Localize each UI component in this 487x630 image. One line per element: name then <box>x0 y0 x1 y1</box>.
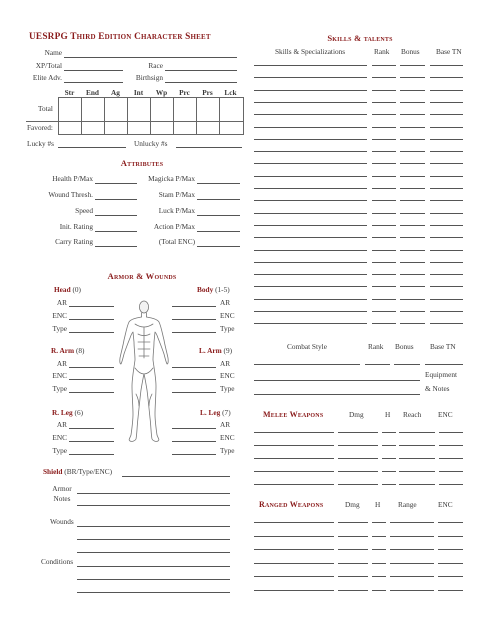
head-type-label: Type <box>52 324 67 333</box>
larm-ar-label: AR <box>220 359 231 368</box>
melee-enc-field[interactable] <box>439 445 463 446</box>
skill-rank-field[interactable] <box>372 65 396 66</box>
skill-tn-field[interactable] <box>430 286 463 287</box>
larm-type-field[interactable] <box>172 392 216 393</box>
skill-bonus-field[interactable] <box>400 311 425 312</box>
rleg-enc-label: ENC <box>52 433 67 442</box>
skill-name-field[interactable] <box>254 127 367 128</box>
melee-h-field[interactable] <box>382 458 396 459</box>
body-figure-illustration <box>118 298 170 448</box>
combat-style-field[interactable] <box>254 364 360 365</box>
skill-bonus-field[interactable] <box>400 127 425 128</box>
lucky-field[interactable] <box>58 147 126 148</box>
attr-speed-field[interactable] <box>95 215 137 216</box>
rleg-enc-field[interactable] <box>69 441 114 442</box>
shield-field[interactable] <box>122 476 230 477</box>
skill-tn-field[interactable] <box>430 225 463 226</box>
skill-tn-field[interactable] <box>430 250 463 251</box>
lleg-ar-label: AR <box>220 420 231 429</box>
skill-bonus-field[interactable] <box>400 274 425 275</box>
ranged-range-field[interactable] <box>390 590 434 591</box>
conditions-label: Conditions <box>41 557 74 566</box>
ranged-name-field[interactable] <box>254 576 334 577</box>
melee-h-field[interactable] <box>382 484 396 485</box>
larm-enc-field[interactable] <box>172 379 216 380</box>
ranged-h-field[interactable] <box>372 536 386 537</box>
skill-rank-field[interactable] <box>372 286 396 287</box>
larm-range: (9) <box>223 346 233 355</box>
birthsign-field[interactable] <box>165 82 237 83</box>
skill-bonus-field[interactable] <box>400 102 425 103</box>
skill-bonus-field[interactable] <box>400 299 425 300</box>
xp-field[interactable] <box>64 70 123 71</box>
char-header-str: Str <box>64 88 75 97</box>
ranged-enc-field[interactable] <box>438 536 463 537</box>
rarm-range: (8) <box>75 346 85 355</box>
skill-rank-field[interactable] <box>372 102 396 103</box>
char-header-end: End <box>86 88 99 97</box>
ranged-header-h: H <box>375 500 381 509</box>
skills-header-tn: Base TN <box>436 47 462 56</box>
skill-name-field[interactable] <box>254 65 367 66</box>
armor-notes-field-2[interactable] <box>77 505 230 506</box>
larm-ar-field[interactable] <box>172 367 216 368</box>
melee-enc-field[interactable] <box>439 484 463 485</box>
rleg-type-field[interactable] <box>69 454 114 455</box>
skill-name-field[interactable] <box>254 262 367 263</box>
skill-name-field[interactable] <box>254 114 367 115</box>
skill-tn-field[interactable] <box>430 176 463 177</box>
skill-name-field[interactable] <box>254 237 367 238</box>
skill-rank-field[interactable] <box>372 237 396 238</box>
melee-enc-field[interactable] <box>439 432 463 433</box>
attr-carry-field[interactable] <box>95 246 137 247</box>
melee-dmg-field[interactable] <box>338 471 378 472</box>
rarm-location <box>51 346 84 355</box>
equipment-field[interactable] <box>254 380 420 381</box>
attr-enc-field[interactable] <box>197 246 240 247</box>
melee-enc-field[interactable] <box>439 458 463 459</box>
skill-tn-field[interactable] <box>430 114 463 115</box>
ranged-h-field[interactable] <box>372 549 386 550</box>
body-range: (1-5) <box>215 285 230 294</box>
larm-name: L. Arm <box>199 346 222 355</box>
ranged-range-field[interactable] <box>390 522 434 523</box>
melee-name-field[interactable] <box>254 432 334 433</box>
melee-dmg-field[interactable] <box>338 484 378 485</box>
skill-rank-field[interactable] <box>372 200 396 201</box>
lleg-range: (7) <box>222 408 231 417</box>
lleg-enc-label: ENC <box>220 433 235 442</box>
skill-name-field[interactable] <box>254 299 367 300</box>
skill-bonus-field[interactable] <box>400 213 425 214</box>
attr-speed-label: Speed <box>75 206 93 215</box>
equipment-label: Equipment <box>425 370 458 379</box>
skill-rank-field[interactable] <box>372 176 396 177</box>
rarm-enc-field[interactable] <box>69 379 114 380</box>
skill-rank-field[interactable] <box>372 250 396 251</box>
skill-tn-field[interactable] <box>430 311 463 312</box>
melee-h-field[interactable] <box>382 432 396 433</box>
rleg-location <box>52 408 83 417</box>
wounds-field-1[interactable] <box>77 526 230 527</box>
head-ar-field[interactable] <box>69 306 114 307</box>
attr-action-field[interactable] <box>197 231 240 232</box>
char-header-prs: Prs <box>202 88 213 97</box>
skill-name-field[interactable] <box>254 176 367 177</box>
skills-title: Skills & talents <box>327 33 393 43</box>
head-ar-label: AR <box>56 298 67 307</box>
skill-name-field[interactable] <box>254 311 367 312</box>
skills-header-bonus: Bonus <box>401 47 420 56</box>
total-label: Total <box>38 104 53 113</box>
skill-tn-field[interactable] <box>430 163 463 164</box>
melee-header-dmg: Dmg <box>349 410 364 419</box>
melee-header-reach: Reach <box>403 410 422 419</box>
attr-init-label: Init. Rating <box>59 222 93 231</box>
skill-rank-field[interactable] <box>372 274 396 275</box>
skill-name-field[interactable] <box>254 274 367 275</box>
ranged-name-field[interactable] <box>254 590 334 591</box>
char-header-wp: Wp <box>155 88 168 97</box>
wounds-field-3[interactable] <box>77 552 230 553</box>
lleg-name: L. Leg <box>200 408 221 417</box>
skill-bonus-field[interactable] <box>400 188 425 189</box>
skill-name-field[interactable] <box>254 213 367 214</box>
xp-label: XP/Total <box>35 61 62 70</box>
larm-location <box>199 346 232 355</box>
skill-tn-field[interactable] <box>430 90 463 91</box>
skill-rank-field[interactable] <box>372 163 396 164</box>
skill-bonus-field[interactable] <box>400 139 425 140</box>
skill-bonus-field[interactable] <box>400 237 425 238</box>
ranged-header-range: Range <box>398 500 417 509</box>
skill-name-field[interactable] <box>254 323 367 324</box>
skill-name-field[interactable] <box>254 102 367 103</box>
skill-bonus-field[interactable] <box>400 200 425 201</box>
race-label: Race <box>148 61 163 70</box>
equipment-notes-label: & Notes <box>425 384 450 393</box>
name-label: Name <box>44 48 62 57</box>
skill-bonus-field[interactable] <box>400 114 425 115</box>
skill-tn-field[interactable] <box>430 65 463 66</box>
body-type-field[interactable] <box>172 332 216 333</box>
ranged-dmg-field[interactable] <box>338 522 368 523</box>
rarm-type-field[interactable] <box>69 392 114 393</box>
skill-tn-field[interactable] <box>430 102 463 103</box>
ranged-h-field[interactable] <box>372 590 386 591</box>
ranged-enc-field[interactable] <box>438 590 463 591</box>
skill-tn-field[interactable] <box>430 274 463 275</box>
skill-bonus-field[interactable] <box>400 151 425 152</box>
skill-rank-field[interactable] <box>372 127 396 128</box>
skill-rank-field[interactable] <box>372 114 396 115</box>
ranged-dmg-field[interactable] <box>338 536 368 537</box>
shield-name: Shield <box>43 467 63 476</box>
char-header-lck: Lck <box>224 88 237 97</box>
melee-name-field[interactable] <box>254 445 334 446</box>
ranged-enc-field[interactable] <box>438 576 463 577</box>
melee-h-field[interactable] <box>382 471 396 472</box>
unlucky-label: Unlucky #s <box>134 139 168 148</box>
attr-magicka-field[interactable] <box>197 183 240 184</box>
combat-header-style: Combat Style <box>287 342 327 351</box>
ranged-name-field[interactable] <box>254 536 334 537</box>
skill-name-field[interactable] <box>254 188 367 189</box>
rleg-range: (6) <box>74 408 84 417</box>
skill-tn-field[interactable] <box>430 237 463 238</box>
combat-tn-field[interactable] <box>425 364 463 365</box>
head-name: Head <box>54 285 71 294</box>
ranged-name-field[interactable] <box>254 522 334 523</box>
skill-name-field[interactable] <box>254 163 367 164</box>
melee-reach-field[interactable] <box>399 432 435 433</box>
skill-rank-field[interactable] <box>372 77 396 78</box>
skill-name-field[interactable] <box>254 77 367 78</box>
melee-name-field[interactable] <box>254 458 334 459</box>
lleg-location <box>200 408 231 417</box>
ranged-dmg-field[interactable] <box>338 576 368 577</box>
skill-bonus-field[interactable] <box>400 77 425 78</box>
armor-notes-text: Armor Notes <box>52 484 72 503</box>
melee-dmg-field[interactable] <box>338 432 378 433</box>
skills-header-name: Skills & Specializations <box>275 47 346 56</box>
skill-rank-field[interactable] <box>372 188 396 189</box>
attr-stam-field[interactable] <box>197 199 240 200</box>
ranged-h-field[interactable] <box>372 522 386 523</box>
body-enc-field[interactable] <box>172 319 216 320</box>
skill-rank-field[interactable] <box>372 213 396 214</box>
skill-tn-field[interactable] <box>430 151 463 152</box>
melee-reach-field[interactable] <box>399 445 435 446</box>
combat-header-bonus: Bonus <box>395 342 414 351</box>
ranged-dmg-field[interactable] <box>338 590 368 591</box>
head-enc-label: ENC <box>52 311 67 320</box>
skill-tn-field[interactable] <box>430 139 463 140</box>
attr-init-field[interactable] <box>95 231 137 232</box>
elite-label: Elite Adv. <box>32 73 62 82</box>
rleg-ar-label: AR <box>56 420 67 429</box>
ranged-title: Ranged Weapons <box>259 500 324 509</box>
skill-tn-field[interactable] <box>430 188 463 189</box>
body-ar-label: AR <box>220 298 231 307</box>
elite-field[interactable] <box>64 82 123 83</box>
ranged-range-field[interactable] <box>390 536 434 537</box>
conditions-field-2[interactable] <box>77 579 230 580</box>
skill-rank-field[interactable] <box>372 262 396 263</box>
melee-name-field[interactable] <box>254 471 334 472</box>
ranged-dmg-field[interactable] <box>338 563 368 564</box>
rarm-enc-label: ENC <box>52 371 67 380</box>
attr-magicka-label: Magicka P/Max <box>148 174 195 183</box>
melee-dmg-field[interactable] <box>338 458 378 459</box>
char-header-int: Int <box>133 88 144 97</box>
melee-reach-field[interactable] <box>399 458 435 459</box>
skill-bonus-field[interactable] <box>400 90 425 91</box>
melee-header-h: H <box>385 410 391 419</box>
larm-enc-label: ENC <box>220 371 235 380</box>
skill-tn-field[interactable] <box>430 77 463 78</box>
combat-rank-field[interactable] <box>365 364 390 365</box>
skill-tn-field[interactable] <box>430 213 463 214</box>
sheet-title: UESRPG Third Edition Character Sheet <box>29 32 211 42</box>
characteristics-grid[interactable] <box>58 97 244 135</box>
skill-name-field[interactable] <box>254 286 367 287</box>
ranged-enc-field[interactable] <box>438 522 463 523</box>
rarm-type-label: Type <box>52 384 67 393</box>
armor-notes-label <box>50 484 74 503</box>
rarm-name: R. Arm <box>51 346 75 355</box>
combat-bonus-field[interactable] <box>394 364 420 365</box>
skill-name-field[interactable] <box>254 139 367 140</box>
unlucky-field[interactable] <box>176 147 242 148</box>
ranged-header-enc: ENC <box>438 500 453 509</box>
skill-tn-field[interactable] <box>430 323 463 324</box>
lleg-type-label: Type <box>220 446 235 455</box>
attr-enc-label: (Total ENC) <box>158 237 195 246</box>
skill-bonus-field[interactable] <box>400 250 425 251</box>
skill-name-field[interactable] <box>254 200 367 201</box>
lleg-type-field[interactable] <box>172 454 216 455</box>
skill-bonus-field[interactable] <box>400 65 425 66</box>
body-enc-label: ENC <box>220 311 235 320</box>
melee-h-field[interactable] <box>382 445 396 446</box>
lucky-label: Lucky #s <box>27 139 54 148</box>
favored-label: Favored: <box>27 123 53 132</box>
ranged-range-field[interactable] <box>390 549 434 550</box>
ranged-enc-field[interactable] <box>438 549 463 550</box>
rleg-name: R. Leg <box>52 408 73 417</box>
rarm-ar-label: AR <box>56 359 67 368</box>
conditions-field-3[interactable] <box>77 592 230 593</box>
skill-tn-field[interactable] <box>430 262 463 263</box>
skills-header-rank: Rank <box>374 47 390 56</box>
equipment-notes-field[interactable] <box>254 394 420 395</box>
attr-wound-field[interactable] <box>95 199 137 200</box>
melee-enc-field[interactable] <box>439 471 463 472</box>
skill-tn-field[interactable] <box>430 127 463 128</box>
attr-action-label: Action P/Max <box>153 222 195 231</box>
ranged-name-field[interactable] <box>254 563 334 564</box>
larm-type-label: Type <box>220 384 235 393</box>
skill-rank-field[interactable] <box>372 151 396 152</box>
skill-bonus-field[interactable] <box>400 163 425 164</box>
skill-rank-field[interactable] <box>372 311 396 312</box>
rleg-ar-field[interactable] <box>69 428 114 429</box>
ranged-range-field[interactable] <box>390 563 434 564</box>
ranged-h-field[interactable] <box>372 563 386 564</box>
skill-name-field[interactable] <box>254 250 367 251</box>
melee-header-enc: ENC <box>438 410 453 419</box>
melee-dmg-field[interactable] <box>338 445 378 446</box>
skill-rank-field[interactable] <box>372 139 396 140</box>
ranged-header-dmg: Dmg <box>345 500 360 509</box>
armor-title: Armor & Wounds <box>107 271 177 281</box>
head-enc-field[interactable] <box>69 319 114 320</box>
attr-health-field[interactable] <box>95 183 137 184</box>
ranged-enc-field[interactable] <box>438 563 463 564</box>
melee-title: Melee Weapons <box>263 410 324 419</box>
melee-reach-field[interactable] <box>399 484 435 485</box>
melee-name-field[interactable] <box>254 484 334 485</box>
char-header-prc: Prc <box>179 88 190 97</box>
skill-rank-field[interactable] <box>372 299 396 300</box>
birthsign-label: Birthsign <box>135 73 163 82</box>
combat-header-tn: Base TN <box>430 342 456 351</box>
attr-carry-label: Carry Rating <box>55 237 93 246</box>
melee-reach-field[interactable] <box>399 471 435 472</box>
body-ar-field[interactable] <box>172 306 216 307</box>
head-location <box>54 285 81 294</box>
race-field[interactable] <box>165 70 237 71</box>
ranged-range-field[interactable] <box>390 576 434 577</box>
body-name: Body <box>197 285 214 294</box>
skill-tn-field[interactable] <box>430 299 463 300</box>
skill-bonus-field[interactable] <box>400 323 425 324</box>
skill-bonus-field[interactable] <box>400 262 425 263</box>
skill-rank-field[interactable] <box>372 90 396 91</box>
shield-location <box>43 467 112 476</box>
skill-bonus-field[interactable] <box>400 225 425 226</box>
skill-bonus-field[interactable] <box>400 176 425 177</box>
head-range: (0) <box>72 285 81 294</box>
attributes-title: Attributes <box>120 158 164 168</box>
body-location <box>197 285 230 294</box>
skill-name-field[interactable] <box>254 90 367 91</box>
attr-luck-field[interactable] <box>197 215 240 216</box>
attr-wound-label: Wound Thresh. <box>48 190 93 199</box>
name-field[interactable] <box>64 57 237 58</box>
attr-health-label: Health P/Max <box>52 174 93 183</box>
wounds-label: Wounds <box>50 517 74 526</box>
armor-notes-field-1[interactable] <box>77 493 230 494</box>
wounds-field-2[interactable] <box>77 539 230 540</box>
ranged-dmg-field[interactable] <box>338 549 368 550</box>
skill-rank-field[interactable] <box>372 323 396 324</box>
shield-detail: (BR/Type/ENC) <box>64 467 113 476</box>
attr-luck-label: Luck P/Max <box>158 206 195 215</box>
body-type-label: Type <box>220 324 235 333</box>
head-type-field[interactable] <box>69 332 114 333</box>
char-header-ag: Ag <box>111 88 120 97</box>
combat-header-rank: Rank <box>368 342 384 351</box>
skill-bonus-field[interactable] <box>400 286 425 287</box>
skill-name-field[interactable] <box>254 151 367 152</box>
lleg-ar-field[interactable] <box>172 428 216 429</box>
skill-name-field[interactable] <box>254 225 367 226</box>
lleg-enc-field[interactable] <box>172 441 216 442</box>
skill-rank-field[interactable] <box>372 225 396 226</box>
conditions-field-1[interactable] <box>77 566 230 567</box>
skill-tn-field[interactable] <box>430 200 463 201</box>
attr-stam-label: Stam P/Max <box>158 190 195 199</box>
rarm-ar-field[interactable] <box>69 367 114 368</box>
ranged-h-field[interactable] <box>372 576 386 577</box>
ranged-name-field[interactable] <box>254 549 334 550</box>
rleg-type-label: Type <box>52 446 67 455</box>
